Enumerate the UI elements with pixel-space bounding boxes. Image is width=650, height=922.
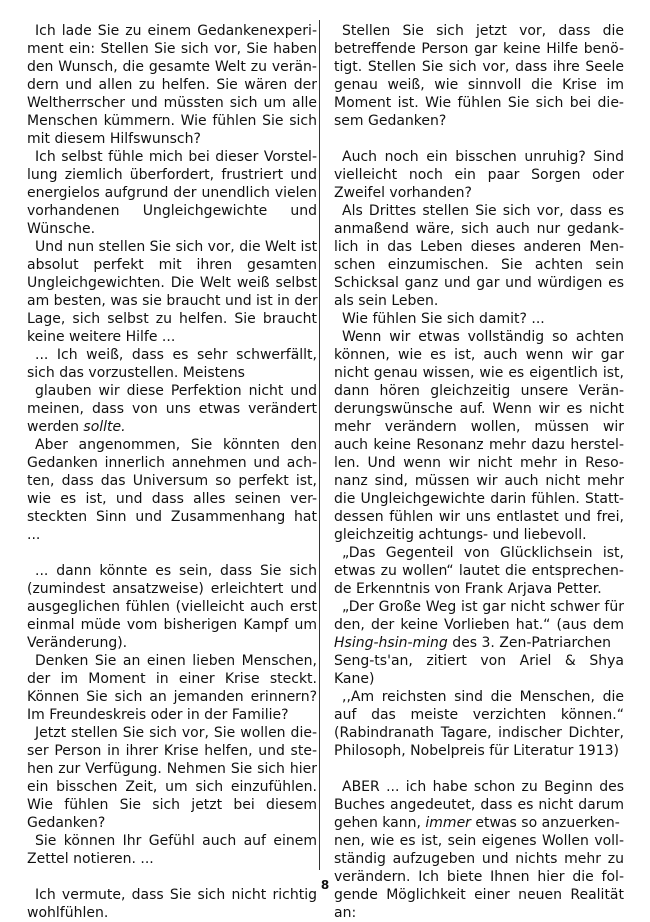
text-line: schen einzumischen. Sie achten sein [334,257,624,273]
text-line: absolut perfekt mit ihren gesamten [27,257,317,273]
text-line: nanz sind, müssen wir auch nicht mehr [334,473,624,489]
text-line: Philosoph, Nobelpreis für Literatur 1913) [334,743,619,759]
text-line: mehr verändern wollen, müssen wir [334,419,624,435]
text-line: glauben wir diese Perfektion nicht und [35,383,317,399]
text-line: tigt. Stellen Sie sich vor, dass ihre Seele [334,59,624,75]
paragraph [27,436,317,544]
page-number: 8 [320,878,330,892]
text-line: meinen, dass von uns etwas verändert [27,401,317,417]
text-line: lung ziemlich überfordert, frustriert und [27,167,317,183]
text-line: ständig aufzugeben und nichts mehr zu [334,851,624,867]
text-line: Ich lade Sie zu einem Gedankenexperi- [35,23,317,39]
text-line: ... Ich weiß, dass es sehr schwerfällt, [35,347,317,363]
paragraph [334,598,624,688]
text-line: Zettel notieren. ... [27,851,154,867]
text-line: dessen fühlen wir uns entlastet und frei, [334,509,624,525]
text-line: Und nun stellen Sie sich vor, die Welt ist [35,239,318,255]
text-line: können, wie es ist, auch wenn wir gar [334,347,624,363]
text-fragment: werden [27,419,84,435]
paragraph [27,382,317,436]
paragraph [27,652,317,724]
paragraph [27,346,317,382]
text-line: keine weitere Hilfe ... [27,329,176,345]
paragraph [334,148,624,202]
text-line: ein bisschen Zeit, um sich einzufühlen. [27,779,317,795]
text-line: ausgeglichen fühlen (vielleicht auch erst [27,599,317,615]
text-line: derungswünsche auf. Wenn wir es nicht [334,401,624,417]
text-line: hen zur Verfügung. Nehmen Sie sich hier [27,761,317,777]
text-fragment: des 3. Zen-Patriarchen [447,635,612,651]
text-line: Buches angedeutet, dass es nicht darum [334,797,624,813]
text-line: Als Drittes stellen Sie sich vor, dass es [342,203,624,219]
paragraph [334,544,624,598]
italic-word: sollte. [83,419,126,435]
text-line: Menschen kümmern. Wie fühlen Sie sich [27,113,317,129]
text-line: auf das meiste verzichten können.“ [334,707,624,723]
text-line [27,418,317,436]
text-line: an: [334,905,357,921]
italic-title: Hsing-hsin-ming [334,635,448,651]
text-line: Wie fühlen Sie sich damit? ... [342,311,545,327]
text-line: verändern. Ich biete Ihnen hier die fol- [334,869,624,885]
paragraph-gap [334,130,624,148]
text-line: anmaßend wäre, sich auch nur gedank- [334,221,624,237]
text-line: Im Freundeskreis oder in der Familie? [27,707,289,723]
text-line: Stellen Sie sich jetzt vor, dass die [342,23,624,39]
text-line: Denken Sie an einen lieben Menschen, [35,653,317,669]
text-line: lich in das Leben dieses anderen Men- [334,239,624,255]
text-line: als sein Leben. [334,293,439,309]
text-line [334,634,624,652]
text-line: nen, wie es ist, sein eigenes Wollen voll- [334,833,624,849]
text-line: Wünsche. [27,221,96,237]
text-line: energielos aufgrund der unendlich vielen [27,185,317,201]
text-line: ,,Am reichsten sind die Menschen, die [342,689,624,705]
text-line: die Ungleichgewichte darin fühlen. Statt- [334,491,624,507]
text-line: (zumindest ansatzweise) erleichtert und [27,581,317,597]
text-line: gleichzeitig achtungs- und liebevoll. [334,527,587,543]
text-line: Wie fühlen Sie sich jetzt bei diesem [27,797,317,813]
paragraph [27,832,317,868]
text-line: Gedanken innerlich annehmen und ach- [27,455,317,471]
text-line: der im Moment in einer Krise steckt. [27,671,317,687]
paragraph [334,202,624,310]
paragraph [334,688,624,760]
text-line: Ungleichgewichten. Die Welt weiß selbst [27,275,317,291]
column-divider [319,20,320,870]
text-line: Schicksal ganz und gar und würdigen es [334,275,624,291]
text-line: den Wunsch, die gesamte Welt zu verän- [27,59,317,75]
text-line: nicht genau wissen, wie es eigentlich ist, [334,365,624,381]
italic-word: immer [425,815,471,831]
paragraph [27,148,317,238]
text-line: ... [27,527,41,543]
text-line: auch keine Resonanz mehr dazu herstel- [334,437,624,453]
text-line: Ich vermute, dass Sie sich nicht richtig [35,887,317,903]
text-line: Wenn wir etwas vollständig so achten [342,329,624,345]
text-line: sich das vorzustellen. Meistens [27,365,245,381]
text-line: Veränderung). [27,635,128,651]
paragraph-gap [27,544,317,562]
text-line: ... dann könnte es sein, dass Sie sich [35,563,317,579]
left-column [27,22,317,922]
text-line: sem Gedanken? [334,113,447,129]
text-line: gende Möglichkeit einer neuen Realität [334,887,624,903]
text-line: am besten, was sie braucht und ist in der [27,293,318,309]
text-line: Kane) [334,671,375,687]
paragraph [334,22,624,130]
text-line: ABER ... ich habe schon zu Beginn des [342,779,624,795]
text-line: Ich selbst fühle mich bei dieser Vorstel- [35,149,317,165]
text-line: vielleicht noch ein paar Sorgen oder [334,167,624,183]
paragraph [27,22,317,148]
text-line: dann hören gleichzeitig unsere Verän- [334,383,624,399]
paragraph-gap [334,760,624,778]
text-line: betreffende Person gar keine Hilfe benö- [334,41,624,57]
paragraph [334,310,624,328]
text-line [334,814,624,832]
text-line: wie es ist, und dass alles seinen ver- [27,491,317,507]
text-line: wohlfühlen. [27,905,109,921]
text-line: Weltherrscher und müssten sich um alle [27,95,317,111]
text-line: Lage, sich selbst zu helfen. Sie braucht [27,311,317,327]
text-line: Seng-ts'an, zitiert von Ariel & Shya [334,653,624,669]
text-line: len. Und wenn wir nicht mehr in Reso- [334,455,624,471]
text-line: Können Sie sich an jemanden erinnern? [27,689,317,705]
text-fragment: etwas so anzuerken- [470,815,620,831]
text-line: ment ein: Stellen Sie sich vor, Sie haben [27,41,317,57]
paragraph [27,238,317,346]
text-line: ten, dass das Universum so perfekt ist, [27,473,317,489]
text-line: Auch noch ein bisschen unruhig? Sind [342,149,624,165]
text-line: „Das Gegenteil von Glücklichsein ist, [342,545,624,561]
text-line: dern und allen zu helfen. Sie wären der [27,77,317,93]
paragraph [27,724,317,832]
text-line: steckten Sinn und Zusammenhang hat [27,509,317,525]
text-line: „Der Große Weg ist gar nicht schwer für [342,599,624,615]
text-line: vorhandenen Ungleichgewichte und [27,203,317,219]
text-line: genau weiß, wie sinnvoll die Krise im [334,77,624,93]
text-line: Moment ist. Wie fühlen Sie sich bei die- [334,95,624,111]
text-line: etwas zu wollen“ lautet die entsprechen- [334,563,624,579]
text-line: (Rabindranath Tagare, indischer Dichter, [334,725,624,741]
text-line: Zweifel vorhanden? [334,185,472,201]
paragraph [334,778,624,922]
text-line: mit diesem Hilfswunsch? [27,131,201,147]
text-line: den, der keine Vorlieben hat.“ (aus dem [334,617,624,633]
text-line: einmal müde vom bisherigen Kampf um [27,617,317,633]
text-line: Aber angenommen, Sie könnten den [35,437,317,453]
paragraph [334,328,624,544]
text-line: Gedanken? [27,815,106,831]
right-column [334,22,624,922]
paragraph [27,562,317,652]
text-line: Jetzt stellen Sie sich vor, Sie wollen die- [35,725,317,741]
text-line: Sie können Ihr Gefühl auch auf einem [35,833,317,849]
text-line: ser Person in ihrer Krise helfen, und ste- [27,743,317,759]
text-fragment: gehen kann, [334,815,426,831]
text-line: de Erkenntnis von Frank Arjava Petter. [334,581,602,597]
